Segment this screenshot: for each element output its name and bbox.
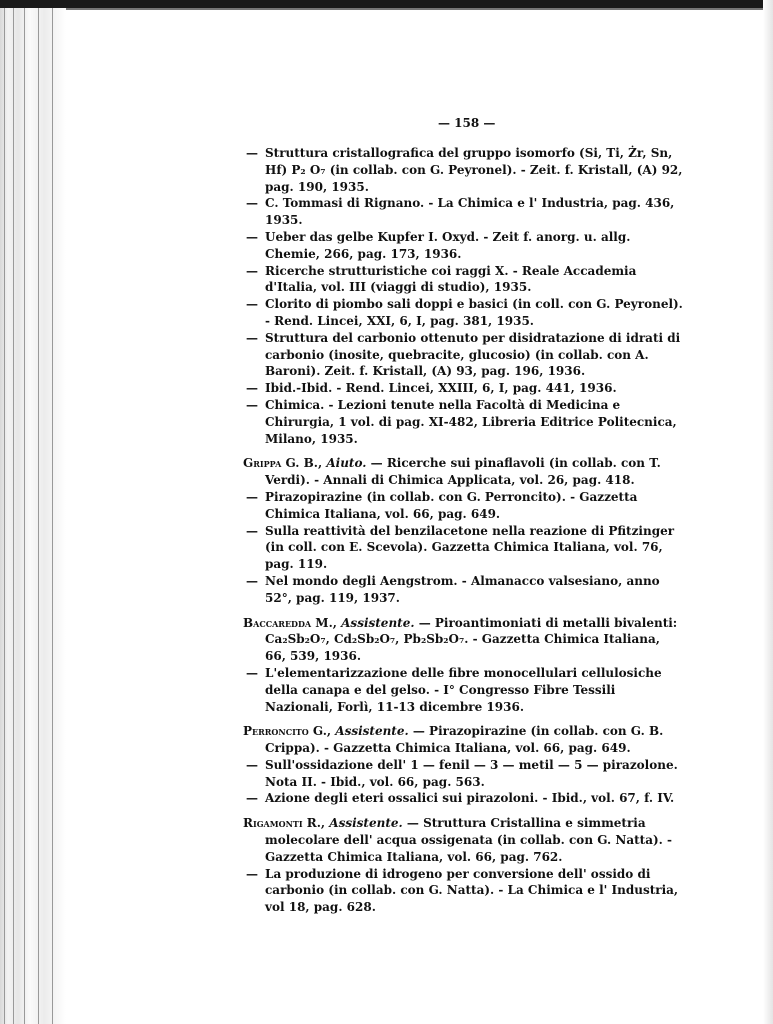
- list-item: — Ueber das gelbe Kupfer I. Oxyd. - Zeit f. anorg. u. allg. Chemie, 266, pag. 173, 1936.: [246, 229, 631, 261]
- list-item: — Ricerche strutturistiche coi raggi X. - Reale Accademia d'Italia, vol. III (viaggi di studio), 1935.: [246, 263, 637, 295]
- top-rule: [66, 8, 773, 10]
- section-rigamonti: [243, 815, 683, 916]
- list-item: — Sulla reattività del benzilacetone nella reazione di Pfitzinger (in coll. con E. Scevola). Gazzetta Chimica Italiana, vol. 76, pag. 119.: [246, 523, 675, 572]
- list-item: — Struttura cristallografica del gruppo isomorfo (Si, Ti, Żr, Sn, Hf) P₂ O₇ (in collab. con G. Peyronel). - Zeit. f. Kristall, (A) 92, pag. 190, 1935.: [246, 146, 683, 194]
- author-heading: Grippa G. B., Aiuto. — Ricerche sui pinaflavoli (in collab. con T. Verdi). - Annali di Chimica Applicata, vol. 26, pag. 418.: [243, 456, 661, 488]
- list-item: — Nel mondo degli Aengstrom. - Almanacco valsesiano, anno 52°, pag. 119, 1937.: [246, 573, 660, 605]
- section-perroncito: [243, 723, 683, 807]
- list-item: — Pirazopirazine (in collab. con G. Perroncito). - Gazzetta Chimica Italiana, vol. 66, pag. 649.: [246, 489, 638, 521]
- author-role: Assistente.: [341, 615, 415, 630]
- page-number: — 158 —: [438, 116, 496, 130]
- author-heading: Baccaredda M., Assistente. — Piroantimoniati di metalli bivalenti: Ca₂Sb₂O₇, Cd₂Sb₂O₇, Pb₂Sb₂O₇. - Gazzetta Chimica Italiana, 66, 539, 1936.: [243, 615, 678, 664]
- list-item: — Clorito di piombo sali doppi e basici (in coll. con G. Peyronel). - Rend. Lincei, XXI, 6, I, pag. 381, 1935.: [246, 297, 683, 328]
- author-name: Rigamonti R.: [243, 816, 321, 831]
- author-role: Assistente.: [329, 816, 403, 831]
- author-name: Grippa G. B.: [243, 456, 318, 471]
- bibliography: [243, 145, 683, 916]
- section-baccaredda: [243, 615, 683, 716]
- list-item: — C. Tommasi di Rignano. - La Chimica e l' Industria, pag. 436, 1935.: [246, 196, 675, 228]
- list-item: — Struttura del carbonio ottenuto per disidratazione di idrati di carbonio (inosite, quebracite, glucosio) (in collab. con A. Baroni). Zeit. f. Kristall, (A) 93, pag. 196, 1936.: [246, 330, 681, 379]
- section-grippa: [243, 455, 683, 606]
- top-border: [0, 0, 773, 8]
- section-continuation: [243, 145, 683, 447]
- list-item: — Ibid.-Ibid. - Rend. Lincei, XXIII, 6, I, pag. 441, 1936.: [246, 381, 617, 396]
- author-name: Baccaredda M.: [243, 615, 333, 630]
- author-role: Aiuto.: [326, 456, 367, 471]
- author-role: Assistente.: [335, 724, 409, 739]
- author-heading: Rigamonti R., Assistente. — Struttura Cristallina e simmetria molecolare dell' acqua ossigenata (in collab. con G. Natta). - Gazzetta Chimica Italiana, vol. 66, pag. 762.: [243, 816, 673, 864]
- right-page-edge: [763, 0, 773, 1024]
- list-item: — L'elementarizzazione delle fibre monocellulari cellulosiche della canapa e del gelso. - I° Congresso Fibre Tessili Nazionali, Forlì, 11-13 dicembre 1936.: [246, 665, 662, 714]
- list-item: — Chimica. - Lezioni tenute nella Facoltà di Medicina e Chirurgia, 1 vol. di pag. XI-482, Libreria Editrice Politecnica, Milano, 1935.: [246, 397, 677, 446]
- list-item: — La produzione di idrogeno per conversione dell' ossido di carbonio (in collab. con G. Natta). - La Chimica e l' Industria, vol 18, pag. 628.: [246, 866, 679, 915]
- book-binding-edge: [0, 0, 66, 1024]
- list-item: — Azione degli eteri ossalici sui pirazoloni. - Ibid., vol. 67, f. IV.: [246, 791, 675, 806]
- author-heading: Perroncito G., Assistente. — Pirazopirazine (in collab. con G. B. Crippa). - Gazzetta Chimica Italiana, vol. 66, pag. 649.: [243, 724, 664, 756]
- list-item: — Sull'ossidazione dell' 1 — fenil — 3 — metil — 5 — pirazolone. Nota II. - Ibid., vol. 66, pag. 563.: [246, 757, 678, 789]
- author-name: Perroncito G.: [243, 724, 327, 739]
